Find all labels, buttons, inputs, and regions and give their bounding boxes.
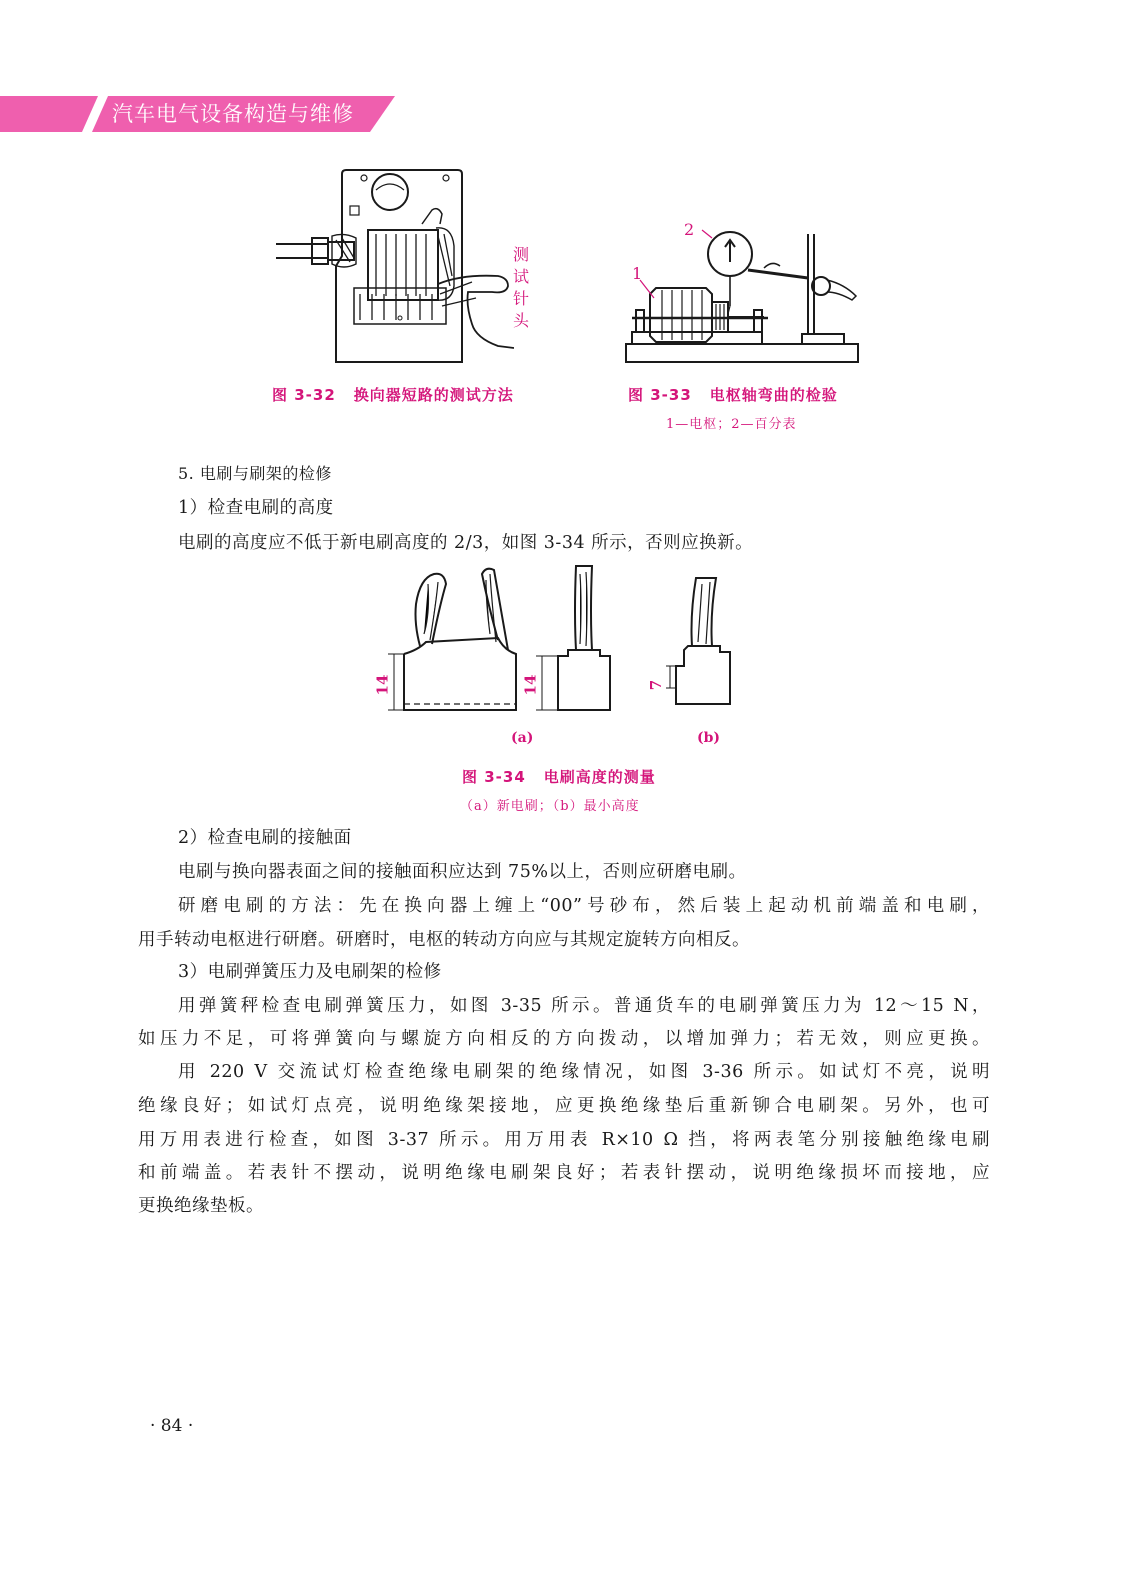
figure-3-34-legend: （a）新电刷；（b）最小高度 <box>460 799 640 814</box>
test-lamp-line-5: 更换绝缘垫板。 <box>138 1196 264 1216</box>
figure-title: 电刷高度的测量 <box>543 768 656 786</box>
item-1-heading: 1）检查电刷的高度 <box>178 498 334 518</box>
item-1-text: 电刷的高度应不低于新电刷高度的 2/3，如图 3-34 所示，否则应换新。 <box>178 533 754 553</box>
item-2-heading: 2）检查电刷的接触面 <box>178 828 352 848</box>
test-lamp-line-1: 用 220 V 交流试灯检查绝缘电刷架的绝缘情况，如图 3-36 所示。如试灯不亮，说明 <box>178 1062 990 1082</box>
grinding-method-line-1: 研磨电刷的方法：先在换向器上缠上“00”号砂布，然后装上起动机前端盖和电刷， <box>178 896 990 916</box>
vertical-label-char: 头 <box>512 311 529 330</box>
spring-pressure-line-1: 用弹簧秤检查电刷弹簧压力，如图 3-35 所示。普通货车的电刷弹簧压力为 12～15 N， <box>178 996 990 1016</box>
figure-number: 图 3-32 <box>272 386 336 404</box>
figure-3-33-legend: 1—电枢；2—百分表 <box>666 417 797 432</box>
figure-3-33-caption <box>628 384 838 405</box>
figure-number: 图 3-34 <box>462 768 526 786</box>
page-number: · 84 · <box>150 1416 194 1436</box>
test-lamp-line-3: 用万用表进行检查，如图 3-37 所示。用万用表 R×10 Ω 挡，将两表笔分别接触绝缘电刷 <box>138 1130 990 1150</box>
figure-title: 电枢轴弯曲的检验 <box>709 386 838 404</box>
test-lamp-line-2: 绝缘良好；如试灯点亮，说明绝缘架接地，应更换绝缘垫后重新铆合电刷架。另外，也可 <box>138 1096 990 1116</box>
vertical-label-char: 试 <box>512 267 529 286</box>
figure-number: 图 3-33 <box>628 386 692 404</box>
callout-1: 1 <box>632 264 643 283</box>
subfigure-label-b: (b) <box>697 730 721 746</box>
vertical-label-char: 测 <box>512 245 529 264</box>
callout-2: 2 <box>684 220 695 239</box>
item-3-heading: 3）电刷弹簧压力及电刷架的检修 <box>178 962 442 982</box>
figure-3-33-illustration <box>624 214 860 366</box>
figure-title: 换向器短路的测试方法 <box>353 386 514 404</box>
dimension-label-a2: 14 <box>521 674 540 696</box>
figure-3-32-illustration <box>272 166 514 372</box>
test-probe-vertical-label <box>512 244 530 332</box>
subfigure-label-a: (a) <box>511 730 534 746</box>
figure-3-34-caption <box>462 766 656 787</box>
section-heading-5: 5. 电刷与刷架的检修 <box>178 464 332 483</box>
dimension-label-a1: 14 <box>373 674 392 696</box>
item-2-text: 电刷与换向器表面之间的接触面积应达到 75%以上，否则应研磨电刷。 <box>178 862 747 882</box>
dimension-label-b: 7 <box>647 679 666 691</box>
spring-pressure-line-2: 如压力不足，可将弹簧向与螺旋方向相反的方向拨动，以增加弹力；若无效，则应更换。 <box>138 1029 990 1049</box>
grinding-method-line-2: 用手转动电枢进行研磨。研磨时，电枢的转动方向应与其规定旋转方向相反。 <box>138 930 750 950</box>
figure-3-34-illustration <box>370 564 746 716</box>
figure-3-32-caption <box>272 384 514 405</box>
book-title: 汽车电气设备构造与维修 <box>112 102 354 126</box>
test-lamp-line-4: 和前端盖。若表针不摆动，说明绝缘电刷架良好；若表针摆动，说明绝缘损坏而接地，应 <box>138 1163 990 1183</box>
vertical-label-char: 针 <box>512 289 529 308</box>
